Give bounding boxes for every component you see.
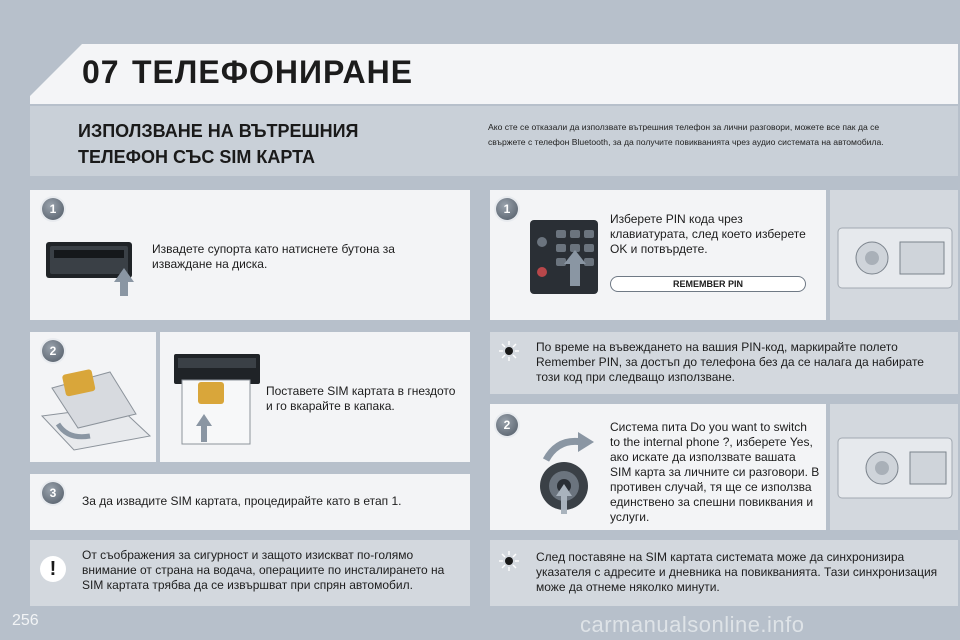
step1-badge: 1 (42, 198, 64, 220)
keypad-illustration (530, 220, 600, 296)
remember-pin-button[interactable]: REMEMBER PIN (610, 276, 806, 292)
right-step2-badge: 2 (496, 414, 518, 436)
step3-text: За да извадите SIM картата, процедирайте като в етап 1. (82, 494, 402, 508)
right-step1-text: Изберете PIN кода чрез клавиатурата, след което изберете OK и потвърдете. (610, 212, 806, 256)
page-number: 256 (12, 612, 39, 629)
sim-insert-illustration (170, 352, 262, 452)
step1-text: Извадете супорта като натиснете бутона за изваждане на диска. (152, 242, 395, 271)
section-title-line2: ТЕЛЕФОН СЪС SIM КАРТА (78, 147, 316, 167)
rotary-knob-illustration (530, 428, 602, 518)
warning-text: От съображения за сигурност и защото изискват по-голямо внимание от страна на водача, операциите по инсталирането на SIM картата трябва да се извършват при спрян автомобил. (82, 548, 445, 592)
tip1-text: По време на въвеждането на вашия PIN-код, маркирайте полето Remember PIN, за достъп до телефона без да се налага да набирате този код при следващо използване. (536, 340, 924, 384)
warning-icon: ! (40, 556, 66, 582)
intro-text: Ако сте се отказали да използвате вътрешния телефон за лични разговори, можете все пак да се свържете с телефон Bluetooth, за да получите повикванията чрез аудио системата на автомобила. (488, 122, 884, 147)
sim-tray-illustration (38, 366, 156, 456)
tip2-text: След поставяне на SIM картата системата може да синхронизира указателя с адресите и дневника на повикванията. Тази синхронизация може да отнеме няколко минути. (536, 550, 938, 594)
lightbulb-icon-2 (498, 550, 520, 572)
watermark: carmanualsonline.info (580, 612, 805, 637)
step2-text: Поставете SIM картата в гнездото и го вкарайте в капака. (266, 384, 456, 413)
right-step2-text: Системa пита Do you want to switch to the internal phone ?, изберете Yes, ако искате да използвате вашата SIM карта за личните си разговори. В противен случай, тя ще се използва единствено за спешни повиквания и услуги. (610, 420, 820, 524)
right-step1-badge: 1 (496, 198, 518, 220)
section-title (78, 118, 478, 170)
radio-panel-illustration-2 (838, 438, 952, 498)
lightbulb-icon (498, 340, 520, 362)
section-title-line1: ИЗПОЛЗВАНЕ НА ВЪТРЕШНИЯ (78, 121, 359, 141)
chapter-title: ТЕЛЕФОНИРАНЕ (132, 54, 414, 90)
chapter-number: 07 (82, 54, 120, 90)
radio-panel-illustration (838, 228, 952, 288)
step2-badge: 2 (42, 340, 64, 362)
disc-eject-illustration (46, 238, 146, 298)
step3-badge: 3 (42, 482, 64, 504)
